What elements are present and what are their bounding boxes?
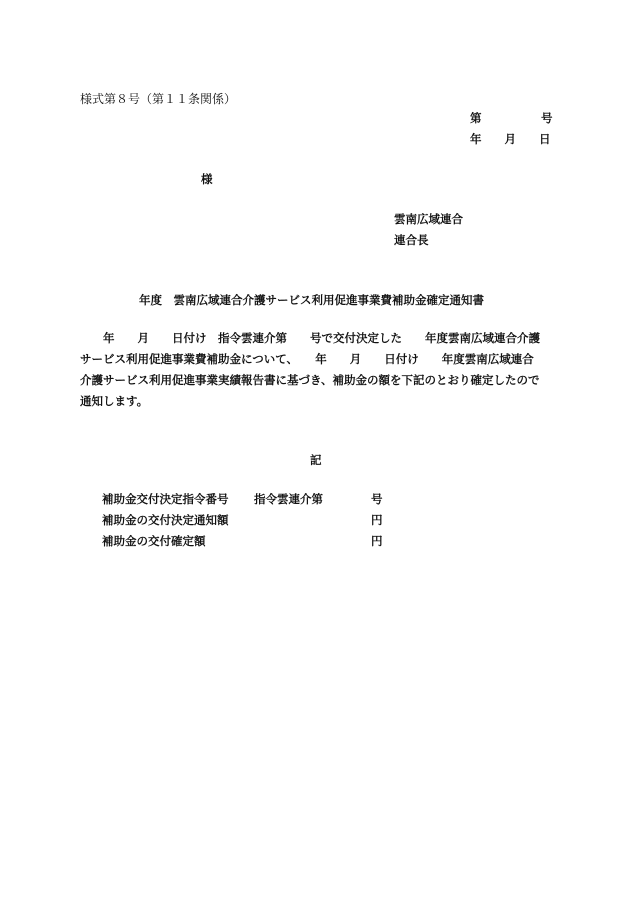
issue-date: 年 月 日 — [470, 132, 551, 146]
sender-organization: 雲南広域連合 — [394, 212, 463, 226]
recipient-honorific: 様 — [201, 172, 213, 186]
document-number-label: 第 — [470, 111, 482, 125]
body-text-line: サービス利用促進事業費補助金について、 年 月 日付け 年度雲南広域連合 — [80, 352, 534, 366]
document-title: 年度 雲南広域連合介護サービス利用促進事業費補助金確定通知書 — [139, 293, 484, 307]
form-number: 様式第８号（第１１条関係） — [80, 92, 237, 106]
item-unit-yen: 円 — [371, 513, 383, 527]
item-reference-directive: 指令雲連介第 — [254, 492, 323, 506]
ki-heading: 記 — [310, 453, 322, 467]
sender-title: 連合長 — [394, 233, 429, 247]
body-text-line: 年 月 日付け 指令雲連介第 号で交付決定した 年度雲南広域連合介護 — [80, 331, 540, 345]
body-text-line: 通知します。 — [80, 394, 149, 408]
item-label-decision-number: 補助金交付決定指令番号 — [102, 492, 229, 506]
body-text-line: 介護サービス利用促進事業実績報告書に基づき、補助金の額を下記のとおり確定したので — [80, 373, 540, 387]
item-label-confirmed-amount: 補助金の交付確定額 — [102, 534, 206, 548]
item-unit-number: 号 — [371, 492, 383, 506]
item-unit-yen: 円 — [371, 534, 383, 548]
document-number-suffix: 号 — [541, 111, 553, 125]
item-label-decision-amount: 補助金の交付決定通知額 — [102, 513, 229, 527]
